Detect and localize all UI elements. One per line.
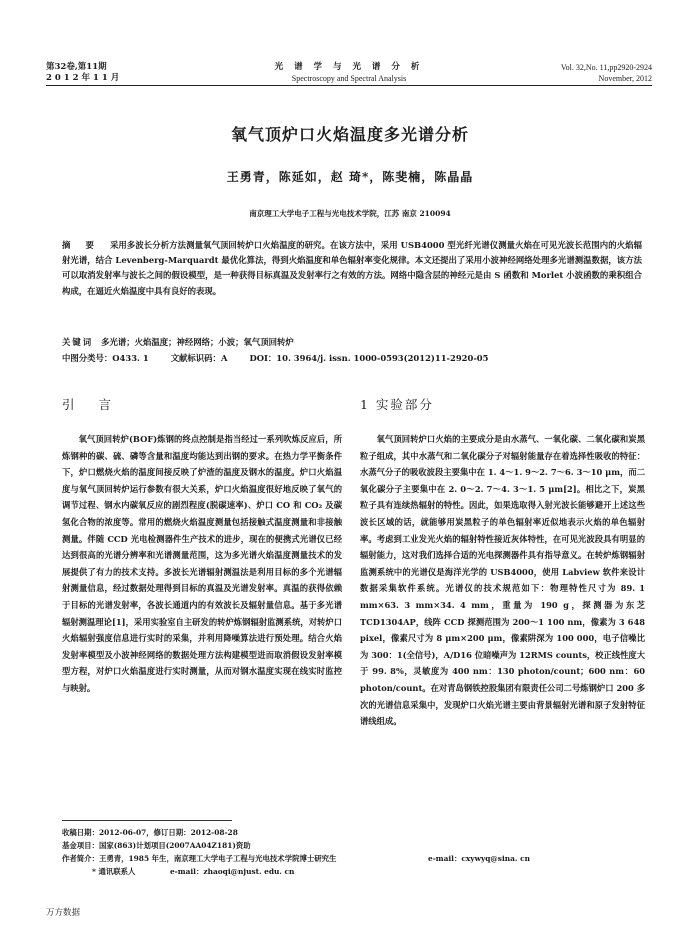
corresponding-email: e-mail：zhaoqi@njust. edu. cn [169,867,295,876]
corresponding-label: * 通讯联系人 [92,867,136,876]
footnote-fund: 基金项目：国家(863)计划项目(2007AA04Z181)资助 [62,841,251,850]
footnote-rule [62,820,232,821]
section-heading-intro: 引 言 [62,397,121,412]
paper-title: 氧气顶炉口火焰温度多光谱分析 [230,125,469,144]
issue-info-en [561,62,652,84]
header-rule [46,85,652,86]
abstract-text: 采用多波长分析方法测量氧气顶回转炉口火焰温度的研究。在该方法中，采用 USB4000 型光纤光谱仪测量火焰在可见光波长范围内的火焰辐射光谱，结合 Levenberg-Marquardt 最优化算法，得到火焰温度和单色辐射率变化规律。本文还提出了采用小波神经网络处理多光谱测温数据，该方法可以取消发射率与波长之间的假设模型，是一种获得目标真温及发射率行之有效的方法。网络中隐含层的神经元是由 S 函数和 Morlet 小波函数的乘积组合构成，在逼近火焰温度中具有良好的表现。 [62,240,642,296]
doi-value: 10. 3964/j. issn. 1000-0593(2012)11-2920-05 [276,353,489,363]
clc-value: O433. 1 [112,353,149,363]
author-email: e-mail：cxywyq@sina. cn [428,854,530,863]
abstract-label: 摘 要 [62,240,100,250]
footnote-bio-row [62,852,642,865]
journal-name-en: Spectroscopy and Spectral Analysis [291,74,407,83]
source-watermark: 万方数据 [46,908,81,918]
doc-code-value: A [220,353,228,363]
column-left [62,395,342,697]
abstract [62,238,642,299]
running-header [46,62,652,86]
keywords-text: 多光谱；火焰温度；神经网络；小波；氧气顶回转炉 [101,337,294,347]
intro-paragraph: 氧气顶回转炉(BOF)炼钢的终点控制是指当经过一系列吹炼反应后，所炼钢种的碳、硫、磷等含量和温度均能达到出钢的要求。在热力学平衡条件下，炉口燃烧火焰的温度间接反映了炉渣的温度及钢水的温度。炉口火焰温度与氧气顶回转炉运行参数有很大关系，炉口火焰温度很好地反映了氧气的调节过程、钢水内碳氧反应的剧烈程度(脱碳速率)、炉口 CO 和 CO₂ 及碳氢化合物的浓度等。常用的燃烧火焰温度测量包括接触式温度测量和非接触测量。伴随 CCD 光电检测器件生产技术的进步，现在的便携式光谱仪已经达到很高的光谱分辨率和光谱测量范围，这为多光谱火焰温度测量技术的发展提供了有力的技术支持。多波长光谱辐射测温法是利用目标的多个光谱辐射测量信息，经过数据处理得到目标的真温及光谱发射率。真温的获得依赖于目标的光谱发射率，各波长通道内的有效波长及辐射量信息。基于多光谱辐射测温理论[1]，采用实验室自主研发的转炉炼钢辐射监测系统，对转炉口火焰辐射强度信息进行实时的采集，并利用降噪算法进行预处理。结合火焰发射率模型及小波神经网络的数据处理方法构建模型进而取消假设发射率模型方程，对炉口火焰温度进行实时测量，从而对钢水温度实现在线实时监控与映射。 [62,434,342,693]
volume-issue: 第32卷,第11期 [46,62,107,72]
journal-name-cn: 光 谱 学 与 光 谱 分 析 [274,62,424,72]
experiment-paragraph: 氧气顶回转炉口火焰的主要成分是由水蒸气、一氧化碳、二氧化碳和炭黑粒子组成，其中水蒸气和二氧化碳分子对辐射能量存在着选择性吸收的特征：水蒸气分子的吸收波段主要集中在 1. 4～1. 9～2. 7～6. 3～10 μm，而二氧化碳分子主要集中在 2. 0～2. 7～4. 3～1. 5 μm[2]。相比之下，炭黑粒子具有连续热辐射的特性。因此，如果选取得入射光波长能够避开上述这些波长区域的话，就能够用炭黑粒子的单色辐射率近似地表示火焰的单色辐射率。考虑到工业发光火焰的辐射特性接近灰体特性，在可见光波段具有明显的辐射能力，这对我们选择合适的光电探测器件具有指导意义。在转炉炼钢辐射监测系统中的光谱仪是海洋光学的 USB4000，使用 Labview 软件来设计数据采集软件系统。光谱仪的技术规范如下：物理特性尺寸为 89. 1 mm×63. 3 mm×34. 4 mm，重量为 190 g，探测器为东芝 TCD1304AP，线阵 CCD 探测范围为 200～1 100 nm，像素为 3 648 pixel，像素尺寸为 8 μm×200 μm，像素阱深为 100 000，电子信噪比为 300：1(全信号)，A/D16 位暗噪声为 12RMS counts，校正线性度大于 99. 8%，灵敏度为 400 nm：130 photon/count；600 nm：60 photon/count。在对青岛钢铁控股集团有限责任公司二号炼钢炉口 200 多次的光谱信息采集中，发现炉口火焰光谱主要由背景辐射光谱和原子发射特征谱线组成。 [360,434,645,727]
footnote-bio: 作者简介：王勇青，1985 年生，南京理工大学电子工程与光电技术学院博士研究生 [62,854,337,863]
volume-pages-en: Vol. 32,No. 11,pp2920-2924 [560,63,652,72]
keywords [62,335,642,350]
doc-code-label: 文献标识码： [170,353,221,363]
doi-label: DOI： [249,353,277,363]
paper-authors: 王勇青，陈延如，赵 琦*，陈斐楠，陈晶晶 [226,170,474,184]
footnote-received: 收稿日期：2012-06-07，修订日期：2012-08-28 [62,828,238,837]
clc-label: 中图分类号： [62,353,113,363]
footnote-corr-row [62,865,642,878]
column-right [360,395,645,730]
classification-line [62,351,642,366]
issue-date-cn: 2 0 1 2 年 1 1 月 [46,73,120,83]
affiliation: 南京理工大学电子工程与光电技术学院，江苏 南京 210094 [249,209,451,218]
issue-date-en: November, 2012 [598,74,652,83]
keywords-label: 关键词 [62,337,94,347]
footnote [62,826,642,878]
section-heading-experiment: 1 实验部分 [360,397,434,412]
